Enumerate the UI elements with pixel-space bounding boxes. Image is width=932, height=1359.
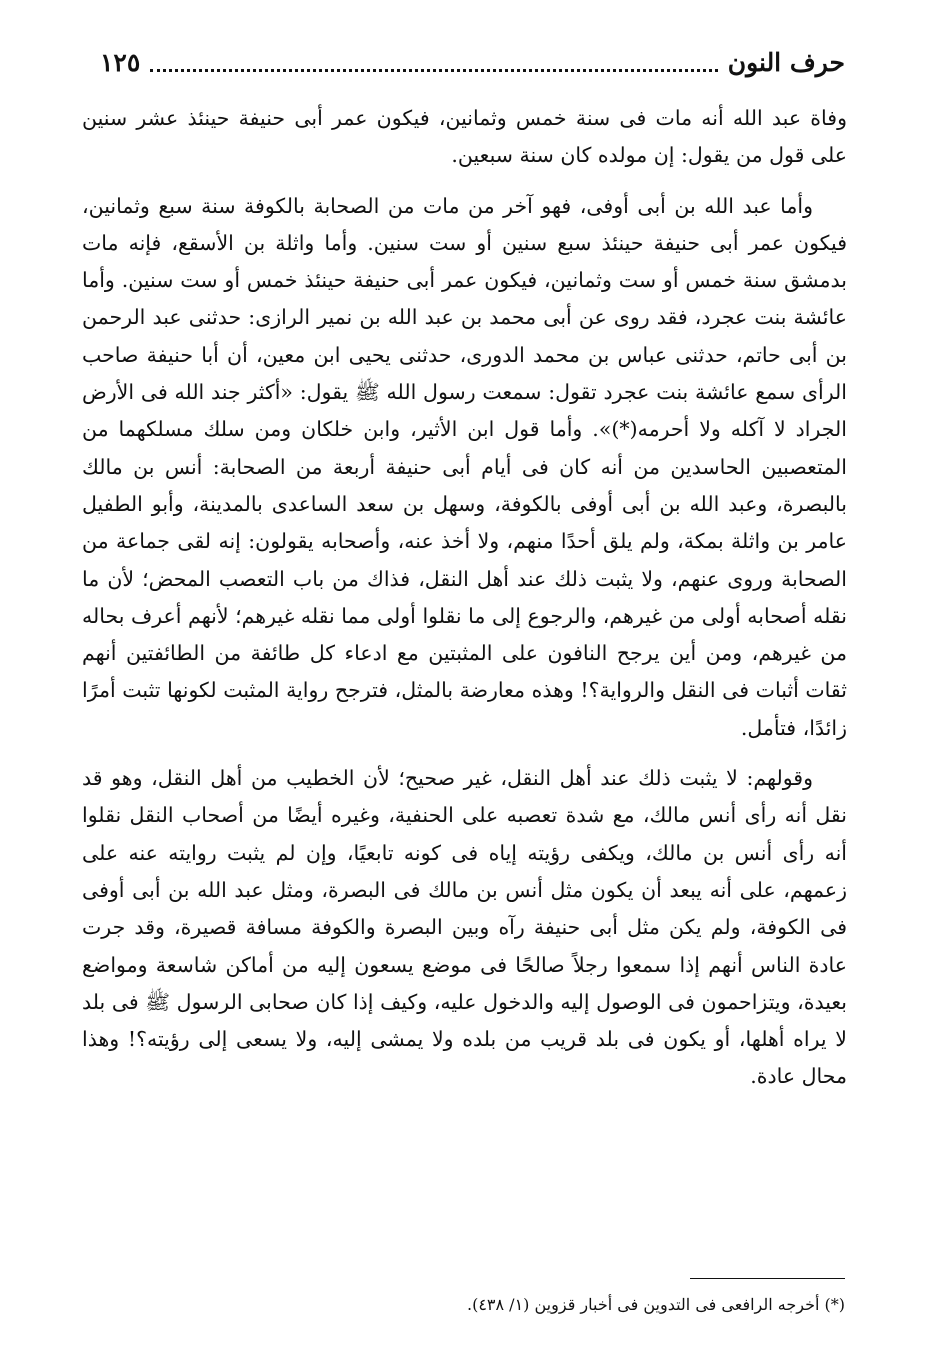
paragraph-3: وقولهم: لا يثبت ذلك عند أهل النقل، غير صحيح؛ لأن الخطيب من أهل النقل، وهو قد نقل أنه رأى أنس مالك، مع شدة تعصبه على الحنفية، وغيره أيضًا من أصحاب النقل نقلوا أنه رأى أنس بن مالك، ويكفى رؤيته إياه فى كونه تابعيًا، وإن لم يثبت روايته عنه على زعمهم، على أنه يبعد أن يكون مثل أنس بن مالك فى البصرة، ومثل عبد الله بن أبى أوفى فى الكوفة، ولم يكن مثل أبى حنيفة رآه وبين البصرة والكوفة مسافة قصيرة، وقد جرت عادة الناس أنهم إذا سمعوا رجلاً صالحًا فى موضع يسعون إليه من أماكن شاسعة ومواضع بعيدة، ويتزاحمون فى الوصول إليه والدخول عليه، وكيف إذا كان صحابى الرسول ﷺ فى بلد لا يراه أهلها، أو يكون فى بلد قريب من بلده ولا يمشى إليه، ولا يسعى إلى رؤيته؟! وهذا محال عادة.: [82, 766, 847, 1089]
main-text: [82, 100, 847, 1096]
footnote-divider: [690, 1278, 845, 1279]
page-number: ١٢٥: [100, 47, 141, 77]
paragraph-gap: [82, 747, 847, 760]
header-dotted-leader: [150, 69, 717, 72]
page-header: [100, 42, 845, 82]
paragraph-2: وأما عبد الله بن أبى أوفى، فهو آخر من مات من الصحابة بالكوفة سنة سبع وثمانين، فيكون عمر أبى حنيفة حينئذ سبع سنين أو ست سنين. وأما واثلة بن الأسقع، فإنه مات بدمشق سنة خمس أو ست وثمانين، فيكون عمر أبى حنيفة حينئذ خمس أو ست سنين. وأما عائشة بنت عجرد، فقد روى عن أبى محمد بن عبد الله بن نمير الرازى: حدثنى عبد الرحمن بن أبى حاتم، حدثنى عباس بن محمد الدورى، حدثنى يحيى ابن معين، أن أبا حنيفة صاحب الرأى سمع عائشة بنت عجرد تقول: سمعت رسول الله ﷺ يقول: «أكثر جند الله فى الأرض الجراد لا آكله ولا أحرمه(*)». وأما قول ابن الأثير، وابن خلكان ومن سلك مسلكهما من المتعصبين الحاسدين من أنه كان فى أيام أبى حنيفة أربعة من الصحابة: أنس بن مالك بالبصرة، وعبد الله بن أبى أوفى بالكوفة، وسهل بن سعد الساعدى بالمدينة، وأبو الطفيل عامر بن واثلة بمكة، ولم يلق أحدًا منهم، ولا أخذ عنه، وأصحابه يقولون: إنه لقى جماعة من الصحابة وروى عنهم، ولا يثبت ذلك عند أهل النقل، فذاك من باب التعصب المحض؛ لأن ما نقله أصحابه أولى من غيرهم، والرجوع إلى ما نقلوا أولى مما نقله غيرهم؛ لأنهم أعرف بحاله من غيرهم، ومن أين يرجح النافون على المثبتين مع ادعاء كل طائفة من الطائفتين أنهم ثقات أثبات فى النقل والرواية؟! وهذه معارضة بالمثل، فترجح رواية المثبت لكونها تثبت أمرًا زائدًا، فتأمل.: [82, 193, 847, 740]
footnote: (*) أخرجه الرافعى فى التدوين فى أخبار قزوين (١/ ٤٣٨).: [466, 1295, 845, 1314]
paragraph-gap: [82, 175, 847, 188]
paragraph-1: وفاة عبد الله أنه مات فى سنة خمس وثمانين، فيكون عمر أبى حنيفة حينئذ عشر سنين على قول من يقول: إن مولده كان سنة سبعين.: [82, 106, 847, 168]
chapter-title: حرف النون: [727, 47, 845, 77]
